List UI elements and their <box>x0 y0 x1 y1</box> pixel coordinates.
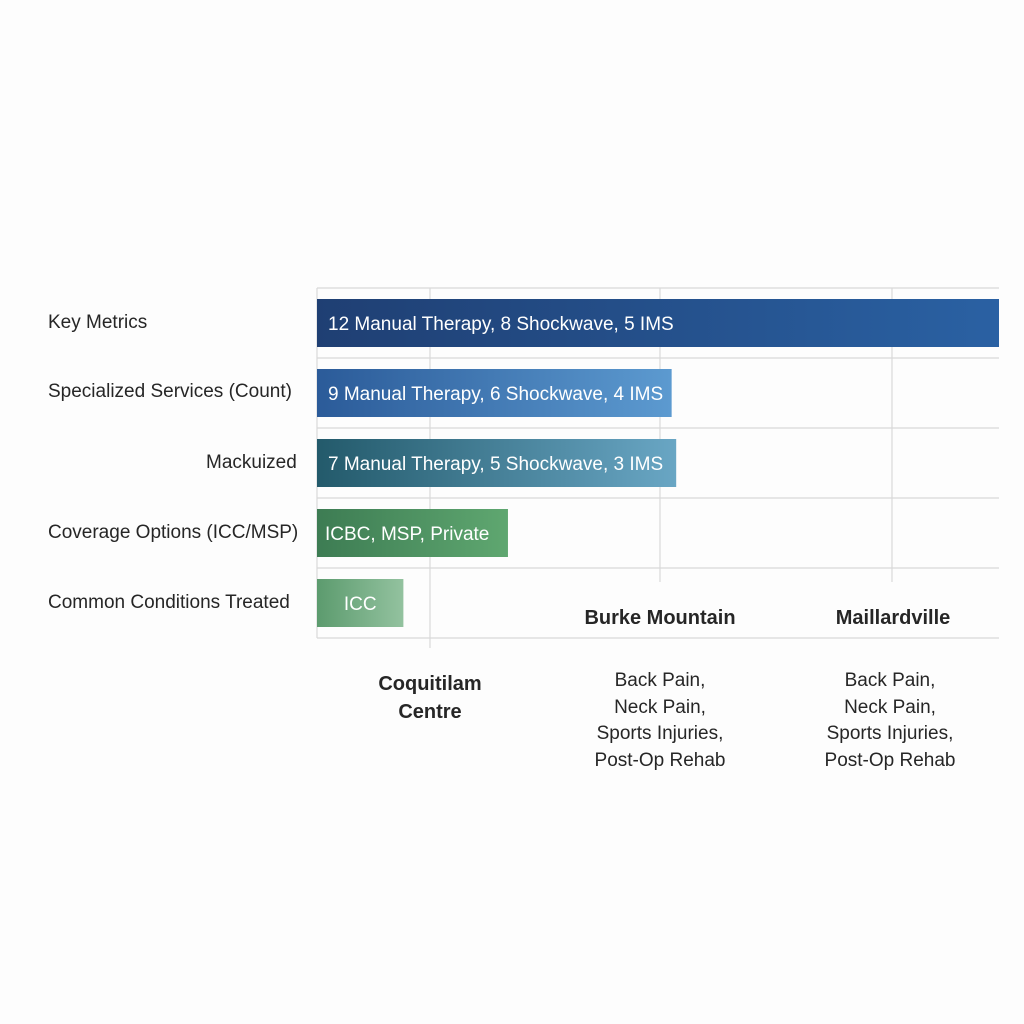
bar-data-label: 7 Manual Therapy, 5 Shockwave, 3 IMS <box>328 454 664 475</box>
bar-data-label: 9 Manual Therapy, 6 Shockwave, 4 IMS <box>328 384 664 405</box>
column-header: Maillardville <box>835 607 951 629</box>
bar-labels <box>325 314 674 615</box>
bar-data-label: ICC <box>343 594 377 615</box>
column-header: Burke Mountain <box>584 607 736 629</box>
note-line: Back Pain, <box>614 670 706 691</box>
column-note <box>790 668 990 774</box>
column-header-line: Centre <box>398 701 462 723</box>
column-header <box>330 670 530 726</box>
bar-data-label: ICBC, MSP, Private <box>325 524 490 545</box>
column-note <box>560 668 760 774</box>
note-line: Post-Op Rehab <box>824 749 956 771</box>
row-label: Mackuized <box>206 452 297 473</box>
note-line: Back Pain, <box>844 670 936 691</box>
bar-data-label: 12 Manual Therapy, 8 Shockwave, 5 IMS <box>328 314 674 335</box>
note-line: Sports Injuries, <box>596 723 724 744</box>
column-header-line: Coquitilam <box>378 673 482 695</box>
note-line: Neck Pain, <box>614 696 706 718</box>
note-line: Post-Op Rehab <box>594 749 726 771</box>
row-label: Specialized Services (Count) <box>48 381 292 402</box>
row-label: Coverage Options (ICC/MSP) <box>48 522 299 543</box>
row-label: Common Conditions Treated <box>48 592 290 613</box>
note-line: Sports Injuries, <box>826 723 954 744</box>
row-label: Key Metrics <box>48 312 148 333</box>
note-line: Neck Pain, <box>844 696 936 718</box>
